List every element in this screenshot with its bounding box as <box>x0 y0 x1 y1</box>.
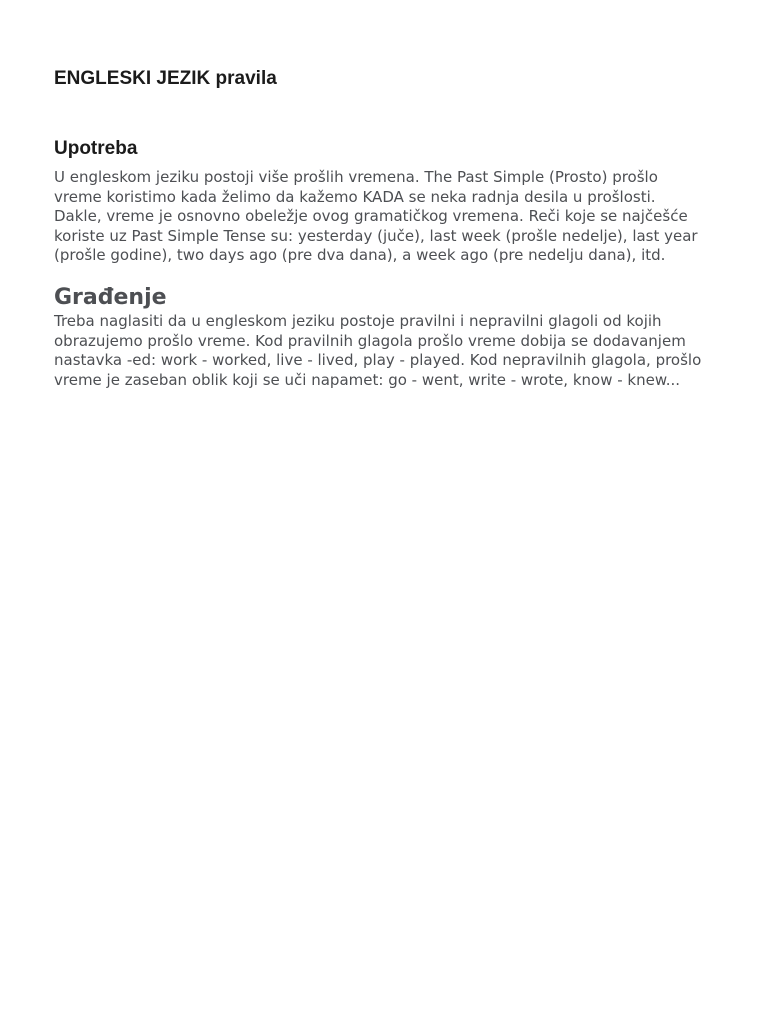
section-heading-gradjenje: Građenje <box>54 285 167 310</box>
section-body-upotreba: U engleskom jeziku postoji više prošlih vremena. The Past Simple (Prosto) prošlo vreme koristimo kada želimo da kažemo KADA se neka radnja desila u prošlosti. Dakle, vreme je osnovno obeležje ovog gramatičkog vremena. Reči koje se najčešće koriste uz Past Simple Tense su: yesterday (juče), last week (prošle nedelje), last year (prošle godine), two days ago (pre dva dana), a week ago (pre nedelju dana), itd. <box>54 168 698 265</box>
section-heading-upotreba: Upotreba <box>54 138 138 159</box>
document-title: ENGLESKI JEZIK pravila <box>54 68 277 89</box>
section-body-gradjenje: Treba naglasiti da u engleskom jeziku postoje pravilni i nepravilni glagoli od kojih obrazujemo prošlo vreme. Kod pravilnih glagola prošlo vreme dobija se dodavanjem nastavka -ed: work - worked, live - lived, play - played. Kod nepravilnih glagola, prošlo vreme je zaseban oblik koji se uči napamet: go - went, write - wrote, know - knew... <box>54 312 702 389</box>
